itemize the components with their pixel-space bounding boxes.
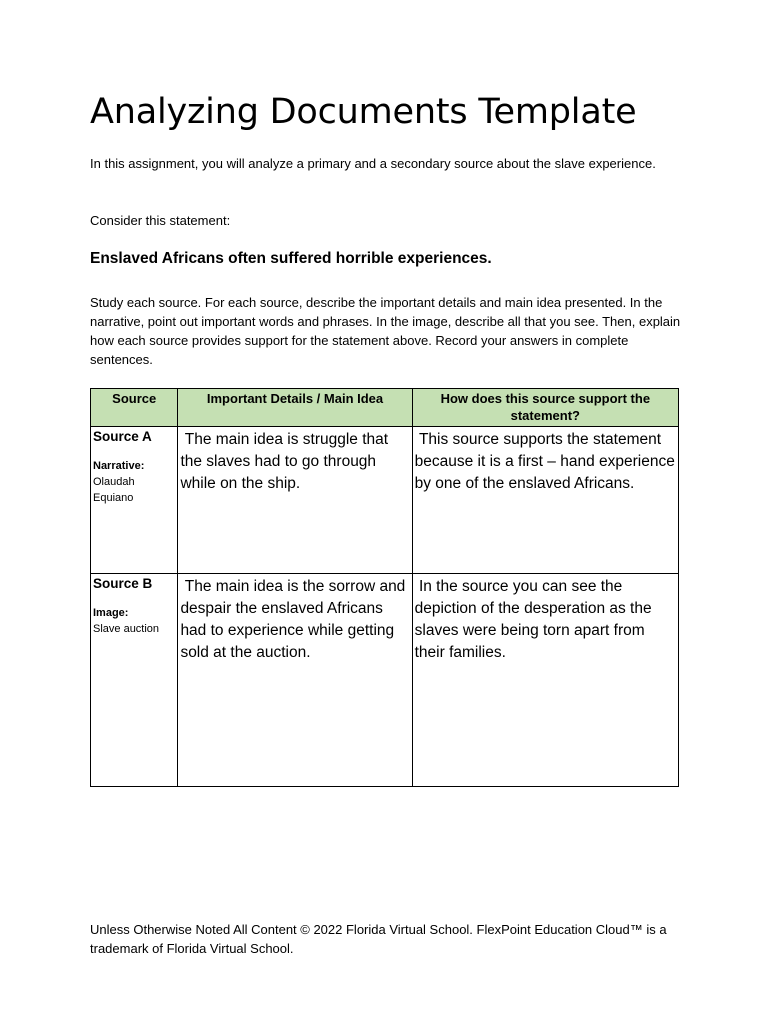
source-type: Narrative: [93, 460, 145, 472]
source-cell [91, 427, 178, 574]
details-cell[interactable] [178, 574, 412, 787]
instructions-paragraph: Study each source. For each source, describe the important details and main idea presented. In the narrative, point out important words and phrases. In the image, describe all that you see. Then, explain how each source provides support for the statement above. Record your answers in complete sentences. [90, 295, 681, 367]
details-answer: The main idea is the sorrow and despair the enslaved Africans had to experience while getting sold at the auction. [180, 578, 410, 661]
table-row [91, 574, 679, 787]
header-source: Source [91, 389, 178, 427]
support-answer: In the source you can see the depiction of the desperation as the slaves were being torn apart from their families. [414, 578, 656, 661]
support-cell[interactable] [412, 574, 678, 787]
consider-label: Consider this statement: [90, 213, 231, 228]
source-description: Slave auction [93, 623, 160, 635]
table-header-row [91, 389, 679, 427]
analysis-table [90, 388, 679, 787]
support-answer: This source supports the statement because it is a first – hand experience by one of the enslaved Africans. [414, 431, 680, 492]
source-description: Olaudah Equiano [93, 476, 135, 504]
details-cell[interactable] [178, 427, 412, 574]
support-cell[interactable] [412, 427, 678, 574]
statement-text: Enslaved Africans often suffered horrible experiences. [90, 250, 492, 267]
copyright-footer: Unless Otherwise Noted All Content © 2022 Florida Virtual School. FlexPoint Education Cloud™ is a trademark of Florida Virtual School. [90, 922, 667, 956]
source-name: Source B [93, 576, 153, 591]
source-cell [91, 574, 178, 787]
source-name: Source A [93, 429, 152, 444]
table-row [91, 427, 679, 574]
header-support: How does this source support the statement? [412, 389, 678, 427]
intro-paragraph: In this assignment, you will analyze a primary and a secondary source about the slave experience. [90, 156, 656, 171]
source-type: Image: [93, 607, 129, 619]
details-answer: The main idea is struggle that the slaves had to go through while on the ship. [180, 431, 393, 492]
document-title: Analyzing Documents Template [90, 92, 637, 132]
header-details: Important Details / Main Idea [178, 389, 412, 427]
